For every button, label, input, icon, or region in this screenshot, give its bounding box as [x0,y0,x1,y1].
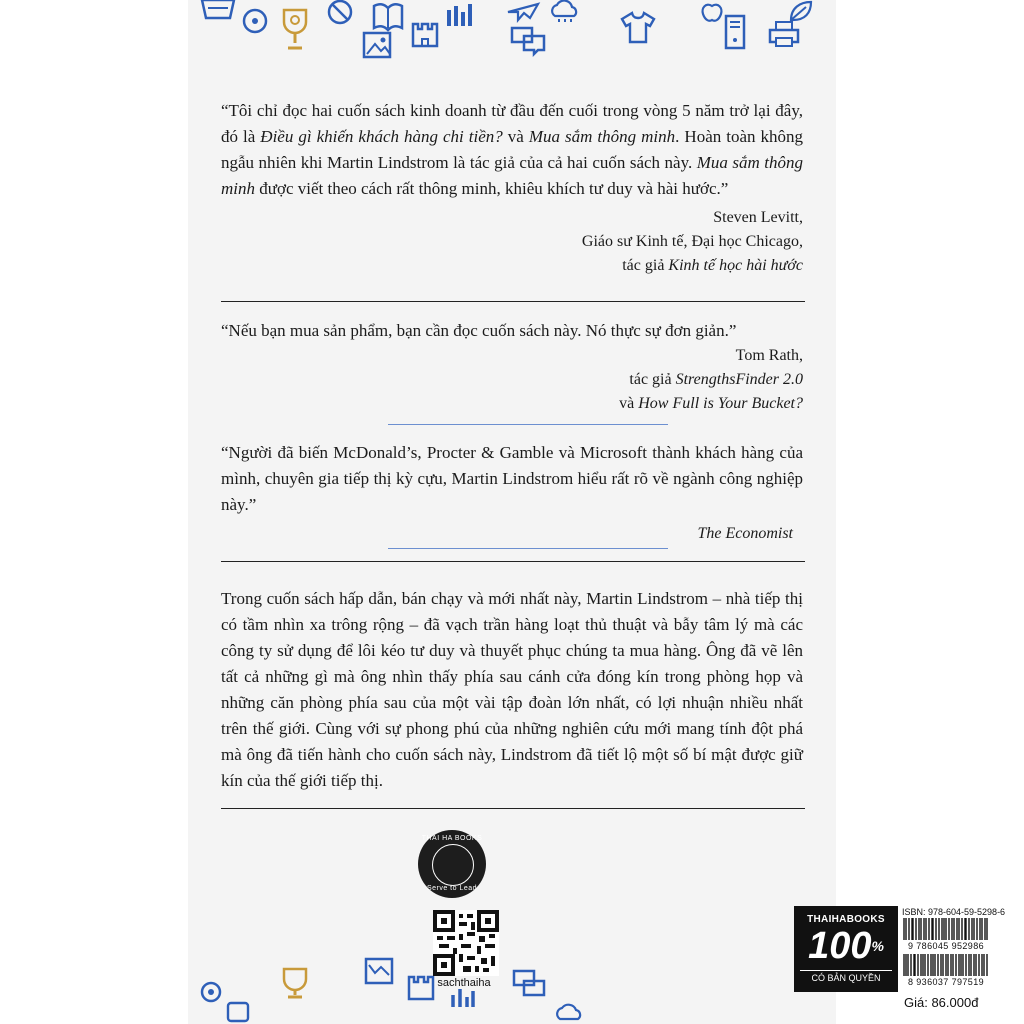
author-name: Tom Rath, [735,347,803,364]
source-name: The Economist [697,525,793,542]
divider [388,548,668,549]
divider [221,301,805,302]
gear-icon [196,975,226,1009]
quote-levitt-text: “Tôi chỉ đọc hai cuốn sách kinh doanh từ đầu đến cuối trong vòng 5 năm trở lại đây, đó là Điều gì khiến khách hàng chi tiền? và Mua sắm thông minh. Hoàn toàn không ngẫu nhiên khi Martin Lindstrom là tác giả của cả hai cuốn sách này. Mua sắm thông minh được viết theo cách rất thông minh, khiêu khích tư duy và hài hước.” [221,101,804,198]
quote-economist-attribution [221,522,803,546]
qr-caption: sachthaiha [437,977,491,989]
price-label: Giá: 86.000đ [900,992,994,1014]
publisher-logo-name: THAI HA BOOKS [421,835,483,842]
chat-icon [512,969,546,999]
quote-economist [221,440,803,546]
bottom-icon-band [188,905,836,1024]
product-barcode [902,954,990,976]
back-cover [188,0,1006,1024]
divider [388,424,668,425]
leaf-icon [788,0,814,22]
badge-brand: THAIHABOOKS [807,914,885,925]
plane-icon [506,0,540,22]
quote-levitt-attribution [221,206,803,278]
basket-icon [200,0,236,22]
phone-icon [224,1001,252,1023]
quote-rath-attribution [221,344,803,416]
top-icon-band [188,0,836,62]
copyright-badge [794,906,898,992]
author-name: Steven Levitt, [713,209,803,226]
trophy-icon [280,6,310,52]
author-credit: tác giả StrengthsFinder 2.0 [629,371,803,388]
isbn-barcode [902,918,990,940]
quote-rath-text: “Nếu bạn mua sản phẩm, bạn cần đọc cuốn sách này. Nó thực sự đơn giản.” [221,321,737,340]
computer-icon [724,14,746,50]
cloud-icon [548,0,582,24]
disc-icon [242,8,268,34]
quote-economist-text: “Người đã biến McDonald’s, Procter & Gamble và Microsoft thành khách hàng của mình, chuyên gia tiếp thị kỳ cựu, Martin Lindstrom hiểu rất rõ về ngành công nghiệp này.” [221,443,803,514]
logo-ring [432,844,474,886]
isbn-label: ISBN: 978-604-59-5298-6 [902,907,1006,917]
author-credit: tác giả Kinh tế học hài hước [622,257,803,274]
trophy-icon [280,965,310,999]
barcode-panel [900,906,1006,990]
chat-icon [510,26,546,54]
tshirt-icon [620,10,656,44]
badge-caption: CÓ BẢN QUYỀN [800,970,892,983]
quote-levitt [221,98,803,278]
publisher-logo-motto: Serve to Lead [426,885,478,892]
cloud-icon [554,1001,584,1023]
apple-icon [700,0,724,22]
printer-icon [768,20,800,48]
book-icon [372,2,404,30]
divider [221,561,805,562]
publisher-logo [418,830,486,898]
badge-number: 100% [808,925,884,967]
author-role: Giáo sư Kinh tế, Đại học Chicago, [581,233,803,250]
picture-icon [362,30,392,60]
product-digits: 8 936037 797519 [907,977,985,987]
no-sign-icon [326,0,354,26]
picture-icon [364,957,394,985]
author-credit: và How Full is Your Bucket? [619,395,803,412]
qr-code [433,910,499,976]
castle-icon [410,14,440,48]
isbn-digits: 9 786045 952986 [907,941,985,951]
bars-icon [446,2,476,28]
book-description: Trong cuốn sách hấp dẫn, bán chạy và mới nhất này, Martin Lindstrom – nhà tiếp thị có tầm nhìn xa trông rộng – đã vạch trần hàng loạt thủ thuật và bẫy tâm lý mà các công ty sử dụng để lôi kéo tư duy và thuyết phục chúng ta mua hàng. Ông đã vẽ lên tất cả những gì mà ông nhìn thấy phía sau cánh cửa đóng kín trong phòng họp và những căn phòng phía sau của một vài tập đoàn lớn nhất, có lợi nhuận nhiều nhất trên thế giới. Cùng với sự phong phú của những nghiên cứu mới mang tính đột phá mà ông đã tiến hành cho cuốn sách này, Lindstrom đã tiết lộ một số bí mật được giữ kín của thế giới tiếp thị. [221,589,803,790]
divider [221,808,805,809]
quote-rath [221,318,803,416]
